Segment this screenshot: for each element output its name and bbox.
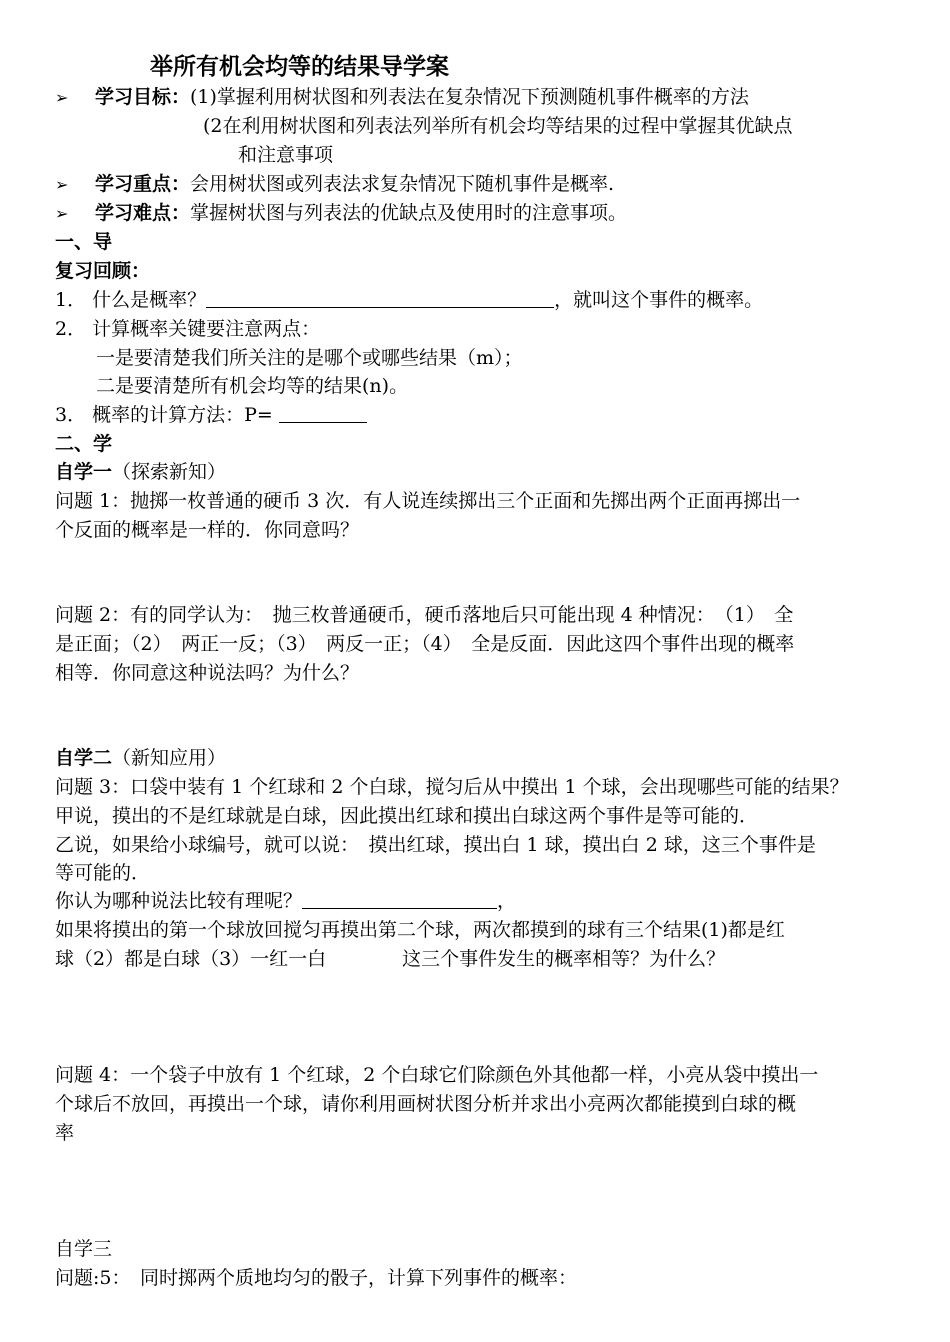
review-q2-a: 一是要清楚我们所关注的是哪个或哪些结果（m）； <box>96 347 523 369</box>
objective-1: (1)掌握利用树状图和列表法在复杂情况下预测随机事件概率的方法 <box>190 86 749 108</box>
page-title: 举所有机会均等的结果导学案 <box>150 53 449 80</box>
problem-1-line-2: 个反面的概率是一样的．你同意吗？ <box>55 519 360 541</box>
arrow-bullet-icon: ➢ <box>55 88 69 107</box>
objective-2a: (2在利用树状图和列表法列举所有机会均等结果的过程中掌握其优缺点 <box>203 115 793 137</box>
review-heading: 复习回顾： <box>55 260 151 282</box>
problem-3-line-6: 如果将摸出的第一个球放回搅匀再摸出第二个球，两次都摸到的球有三个结果(1)都是红 <box>55 919 785 941</box>
key-points-label: 学习重点： <box>95 173 191 195</box>
answer-blank-1[interactable] <box>206 287 554 308</box>
self-study-3-heading: 自学三 <box>55 1238 113 1260</box>
answer-blank-2[interactable] <box>279 402 367 423</box>
problem-4-line-2: 个球后不放回，再摸出一个球，请你利用画树状图分析并求出小亮两次都能摸到白球的概 <box>55 1093 797 1115</box>
problem-5-line: 问题:5： 同时掷两个质地均匀的骰子，计算下列事件的概率： <box>55 1267 577 1289</box>
review-q2: 2． 计算概率关键要注意两点： <box>55 318 321 340</box>
arrow-bullet-icon: ➢ <box>55 175 69 194</box>
problem-3-line-1: 问题 3：口袋中装有 1 个红球和 2 个白球，搅匀后从中摸出 1 个球，会出现哪些可能的结果？ <box>55 776 849 798</box>
review-q3: 3． 概率的计算方法：P= <box>55 402 367 428</box>
problem-3-line-3: 乙说，如果给小球编号，就可以说： 摸出红球，摸出白 1 球，摸出白 2 球，这三个事件是 <box>55 834 816 856</box>
objectives-line <box>55 84 749 111</box>
self-study-1-heading: 自学一（探索新知） <box>55 461 227 483</box>
problem-4-line-3: 率 <box>55 1122 75 1144</box>
self-study-2-heading: 自学二（新知应用） <box>55 747 227 769</box>
arrow-bullet-icon: ➢ <box>55 204 69 223</box>
section-2-heading: 二、学 <box>55 433 113 455</box>
section-1-heading: 一、导 <box>55 231 113 253</box>
problem-2-line-1: 问题 2：有的同学认为： 抛三枚普通硬币，硬币落地后只可能出现 4 种情况： （1） 全 <box>55 604 794 626</box>
objectives-label: 学习目标： <box>95 86 191 108</box>
key-points-line <box>55 171 614 198</box>
problem-3-line-4: 等可能的． <box>55 862 151 884</box>
objective-2b: 和注意事项 <box>238 144 334 166</box>
key-points-text: 会用树状图或列表法求复杂情况下随机事件是概率. <box>190 173 615 195</box>
difficulties-text: 掌握树状图与列表法的优缺点及使用时的注意事项。 <box>190 202 628 224</box>
problem-2-line-3: 相等．你同意这种说法吗？为什么？ <box>55 662 360 684</box>
answer-blank-3[interactable] <box>302 888 497 909</box>
problem-1-line-1: 问题 1：抛掷一枚普通的硬币 3 次．有人说连续掷出三个正面和先掷出两个正面再掷出一 <box>55 490 801 512</box>
review-q1: 1． 什么是概率？ ，就叫这个事件的概率。 <box>55 289 764 311</box>
problem-3-line-7: 球（2）都是白球（3）一红一白 这三个事件发生的概率相等？为什么？ <box>55 948 726 970</box>
problem-4-line-1: 问题 4：一个袋子中放有 1 个红球，2 个白球它们除颜色外其他都一样，小亮从袋中摸出一 <box>55 1064 819 1086</box>
problem-3-line-2: 甲说，摸出的不是红球就是白球，因此摸出红球和摸出白球这两个事件是等可能的． <box>55 805 759 827</box>
review-q2-b: 二是要清楚所有机会均等的结果(n)。 <box>96 375 409 397</box>
difficulties-line <box>55 200 627 227</box>
problem-2-line-2: 是正面；（2） 两正一反；（3） 两反一正；（4） 全是反面．因此这四个事件出现的概率 <box>55 633 795 655</box>
problem-3-line-5: 你认为哪种说法比较有理呢？ ， <box>55 890 517 912</box>
difficulties-label: 学习难点： <box>95 202 191 224</box>
